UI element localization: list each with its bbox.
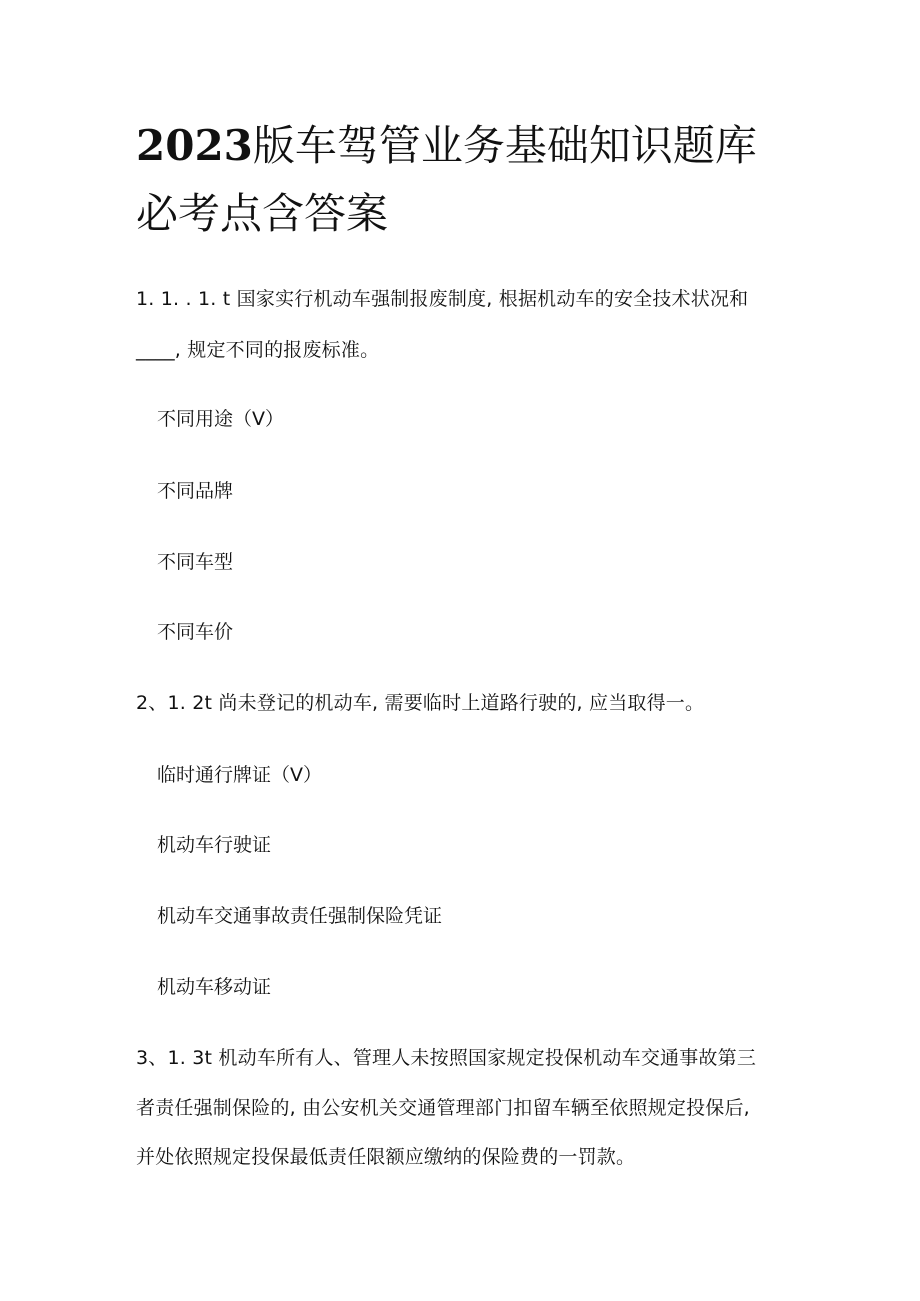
question-2-text-line-1: 2、1. 2t 尚未登记的机动车, 需要临时上道路行驶的, 应当取得一。	[136, 692, 705, 714]
question-3-text-line-2: 者责任强制保险的, 由公安机关交通管理部门扣留车辆至依照规定投保后,	[136, 1097, 750, 1119]
question-3-text-line-1: 3、1. 3t 机动车所有人、管理人未按照国家规定投保机动车交通事故第三	[136, 1047, 757, 1069]
question-2-option-c: 机动车交通事故责任强制保险凭证	[157, 905, 443, 927]
question-1-text-line-1: 1. 1. . 1. t 国家实行机动车强制报废制度, 根据机动车的安全技术状况和	[136, 288, 749, 310]
question-1-option-c: 不同车型	[157, 551, 234, 573]
question-1-option-b: 不同品牌	[157, 480, 234, 502]
question-1-text-line-2: ____, 规定不同的报废标准。	[136, 339, 380, 361]
document-title	[136, 112, 796, 248]
question-1-option-d: 不同车价	[157, 621, 234, 643]
question-2-option-b: 机动车行驶证	[157, 834, 272, 856]
title-text: 版车驾管业务基础知识题库必考点含答案	[136, 121, 757, 238]
question-1-option-a: 不同用途（V）	[157, 408, 284, 430]
question-2-option-d: 机动车移动证	[157, 976, 272, 998]
title-year: 2023	[136, 121, 253, 170]
question-3-text-line-3: 并处依照规定投保最低责任限额应缴纳的保险费的一罚款。	[136, 1146, 636, 1168]
question-2-option-a: 临时通行牌证（V）	[157, 764, 322, 786]
